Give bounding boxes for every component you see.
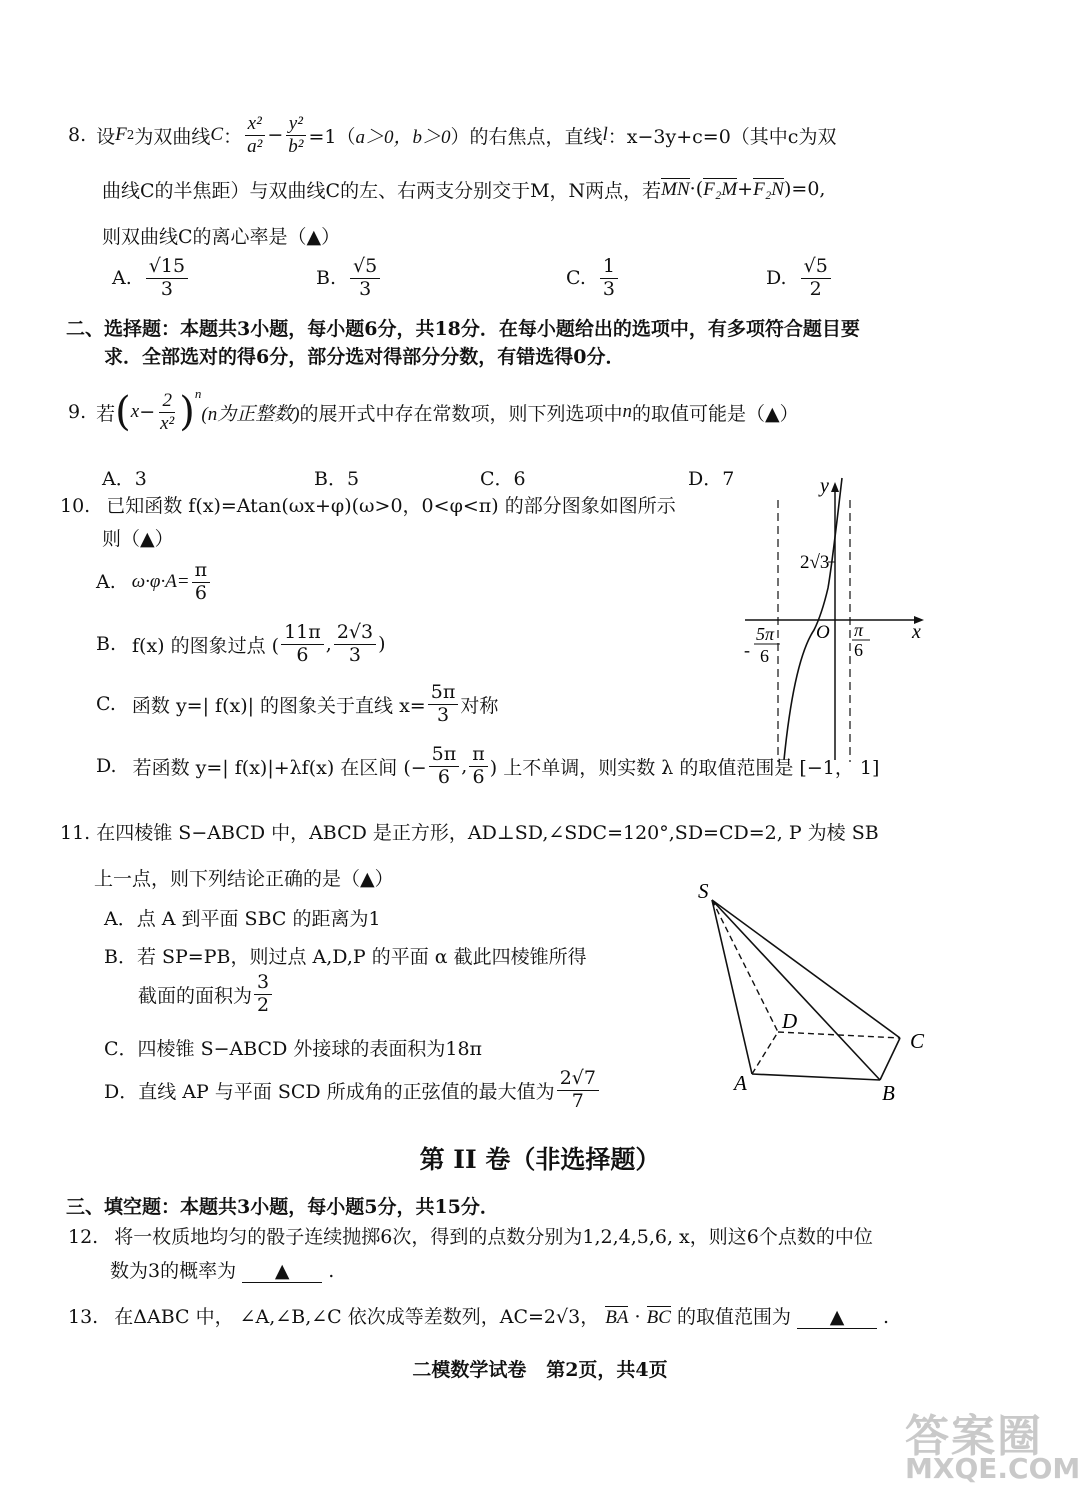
edge-bc bbox=[880, 1038, 900, 1080]
q10-y-label: y bbox=[820, 475, 829, 497]
q8-text: 曲线C的半焦距）与双曲线C的左、右两支分别交于M，N两点，若 bbox=[102, 179, 662, 202]
q9-text: 的取值可能是（▲） bbox=[632, 402, 799, 425]
q10-tan-curve bbox=[784, 478, 842, 760]
q12-answer-blank[interactable]: ▲ bbox=[242, 1260, 322, 1283]
q12-line1 bbox=[68, 1222, 873, 1249]
q9-option-a: A．3 bbox=[102, 468, 147, 490]
q8-option-b: B. $\frac{√5}{3}$ bbox=[316, 256, 382, 301]
q8-line3: 则双曲线C的离心率是（▲） bbox=[102, 226, 341, 248]
q12-line2: 数为3的概率为 ▲ . bbox=[110, 1260, 335, 1282]
q9-cond: (n为正整数) bbox=[201, 403, 300, 425]
q10-right-num: π bbox=[854, 620, 864, 640]
edge-ad-dashed bbox=[752, 1032, 778, 1074]
q11-pyramid-figure bbox=[690, 878, 940, 1108]
q10-tan-graph bbox=[740, 470, 940, 770]
q9-n: n bbox=[622, 401, 633, 422]
q8-frac-x: $\frac{\text{x²}}{\text{a²}}$ bbox=[244, 113, 265, 158]
q9-option-d: D．7 bbox=[688, 468, 735, 490]
q13-number: 13. bbox=[68, 1306, 99, 1328]
q10-option-c: C. 函数 y=| f(x)| 的图象关于直线 x= $\frac{5\pi}{3}$ 对称 bbox=[96, 681, 499, 726]
q10-option-a: A. ω·φ·A= $\frac{\pi}{6}$ bbox=[96, 560, 212, 605]
q9-minus: − bbox=[139, 401, 156, 423]
q8-option-a: A. $\frac{√15}{3}$ bbox=[112, 256, 190, 301]
q11-option-a: A．点 A 到平面 SBC 的距离为1 bbox=[104, 908, 381, 930]
q9-exponent: n bbox=[194, 386, 202, 401]
q10-left-sign: - bbox=[744, 640, 750, 660]
page-footer: 二模数学试卷 第2页，共4页 bbox=[412, 1359, 668, 1381]
watermark-url: MXQE.COM bbox=[905, 1452, 1080, 1485]
q11-option-b1: B．若 SP=PB，则过点 A,D,P 的平面 α 截此四棱锥所得 bbox=[104, 946, 587, 968]
q13-answer-blank[interactable]: ▲ bbox=[797, 1306, 877, 1329]
q8-option-c: C. $\frac{1}{3}$ bbox=[566, 256, 620, 301]
q10-number: 10. bbox=[60, 495, 91, 517]
part2-title: 第 II 卷（非选择题） bbox=[419, 1145, 661, 1174]
vertex-c-label: C bbox=[910, 1029, 925, 1053]
q9-frac: $\frac{2}{\text{x²}}$ bbox=[160, 389, 175, 434]
q8-vec-f2n: F₂N bbox=[753, 178, 784, 200]
q8-dot: ·( bbox=[689, 178, 704, 200]
q11-number: 11. bbox=[60, 822, 91, 844]
watermark-logo: 答案圈 bbox=[905, 1411, 1043, 1462]
q10-val-label: 2√3 bbox=[800, 552, 830, 573]
q11-line2: 上一点，则下列结论正确的是（▲） bbox=[94, 868, 394, 890]
q8-eq: =1（ bbox=[308, 125, 356, 148]
q9-option-c: C．6 bbox=[480, 468, 526, 490]
edge-sb bbox=[712, 900, 880, 1080]
q8-text: 设 bbox=[96, 125, 116, 148]
q9-pre: 若 bbox=[96, 402, 116, 425]
q8-text: 为双曲线 bbox=[134, 125, 211, 148]
q11-option-c: C．四棱锥 S−ABCD 外接球的表面积为18π bbox=[104, 1038, 483, 1060]
q10-text: 已知函数 f(x)=Atan(ωx+φ)(ω>0，0<φ<π) 的部分图象如图所示 bbox=[106, 495, 676, 517]
q9-paren-left: ( bbox=[115, 389, 131, 435]
q8-line2 bbox=[102, 172, 825, 206]
q11-option-b2: 截面的面积为 $\frac{3}{2}$ bbox=[138, 972, 274, 1017]
edge-sd-dashed bbox=[712, 900, 778, 1032]
q13-text: 在ΔABC 中， ∠A,∠B,∠C 依次成等差数列，AC=2√3， bbox=[114, 1306, 600, 1328]
vertex-b-label: B bbox=[882, 1081, 895, 1105]
q11-line1 bbox=[60, 818, 879, 845]
edge-ab bbox=[752, 1074, 880, 1080]
q8-frac-y: $\frac{\text{y²}}{\text{b²}}$ bbox=[285, 113, 306, 158]
q8-vec-f2m: F₂M bbox=[703, 178, 738, 200]
q10-line2: 则（▲） bbox=[102, 528, 174, 550]
q12-text: 将一枚质地均匀的骰子连续抛掷6次，得到的点数分别为1,2,4,5,6, x，则这6个点数的中位 bbox=[114, 1226, 873, 1248]
q8-line-eq: ：x−3y+c=0（其中c为双 bbox=[607, 125, 837, 148]
edge-sa bbox=[712, 900, 752, 1074]
q8-l: l bbox=[602, 124, 608, 145]
q10-line1 bbox=[60, 491, 676, 518]
q9-number: 9. bbox=[68, 401, 87, 423]
q9-line bbox=[68, 386, 799, 438]
q9-option-b: B．5 bbox=[314, 468, 360, 490]
q11-text: 在四棱锥 S−ABCD 中，ABCD 是正方形，AD⊥SD,∠SDC=120°,SD=CD=2, P 为棱 SB bbox=[96, 822, 879, 844]
q10-origin-label: O bbox=[816, 622, 830, 643]
q12-number: 12. bbox=[68, 1226, 99, 1248]
q8-vec-mn: MN bbox=[661, 178, 690, 200]
q8-f2: F bbox=[115, 124, 127, 145]
q10-option-d: D. 若函数 y=| f(x)|+λf(x) 在区间 (− $\frac{5\pi}{6}$ , $\frac{\pi}{6}$ ) 上不单调，则实数 λ 的取值范围是 [−1， 1] bbox=[96, 743, 880, 788]
section2-line2: 求．全部选对的得6分，部分选对得部分分数，有错选得0分． bbox=[104, 346, 625, 368]
q8-minus: − bbox=[267, 124, 284, 146]
q8-plus: + bbox=[737, 178, 754, 200]
q9-x: x bbox=[130, 401, 140, 422]
q8-eq0: )=0, bbox=[783, 178, 826, 200]
section2-line1: 二、选择题：本题共3小题，每小题6分，共18分．在每小题给出的选项中，有多项符合题目要 bbox=[66, 318, 860, 340]
q10-left-den: 6 bbox=[760, 646, 769, 666]
q8-number: 8. bbox=[68, 124, 87, 146]
q8-line1 bbox=[68, 110, 836, 160]
q10-y-arrow bbox=[831, 482, 839, 492]
q9-text: 的展开式中存在常数项，则下列选项中 bbox=[299, 402, 623, 425]
vertex-a-label: A bbox=[734, 1071, 747, 1095]
q8-cond: a＞0，b＞0 bbox=[355, 126, 451, 148]
edge-sc bbox=[712, 900, 900, 1038]
q13-vec-bc: BC bbox=[646, 1307, 671, 1328]
section3-header: 三、填空题：本题共3小题，每小题5分，共15分． bbox=[66, 1196, 499, 1218]
q10-right-den: 6 bbox=[854, 640, 863, 660]
vertex-s-label: S bbox=[698, 879, 709, 903]
q10-option-b: B. f(x) 的图象过点 ( $\frac{11\pi}{6}$ , $\frac{2√3}{3}$ ) bbox=[96, 621, 386, 666]
q8-colon: ： bbox=[223, 125, 243, 148]
q8-c: C bbox=[210, 124, 224, 145]
vertex-d-label: D bbox=[782, 1009, 798, 1033]
q11-option-d: D．直线 AP 与平面 SCD 所成角的正弦值的最大值为 $\frac{2√7}{7}$ bbox=[104, 1068, 601, 1113]
q8-option-d: D. $\frac{√5}{2}$ bbox=[766, 256, 833, 301]
q10-x-label: x bbox=[912, 621, 921, 643]
q13-vec-ba: BA bbox=[605, 1307, 629, 1328]
q13-line: 13. 在ΔABC 中， ∠A,∠B,∠C 依次成等差数列，AC=2√3， BA · BC 的取值范围为 ▲ . bbox=[68, 1306, 890, 1328]
q10-left-num: 5π bbox=[756, 624, 775, 644]
q8-f2-sub: 2 bbox=[126, 128, 135, 142]
q9-paren-right: ) bbox=[179, 389, 195, 435]
q8-text: ）的右焦点，直线 bbox=[450, 125, 603, 148]
